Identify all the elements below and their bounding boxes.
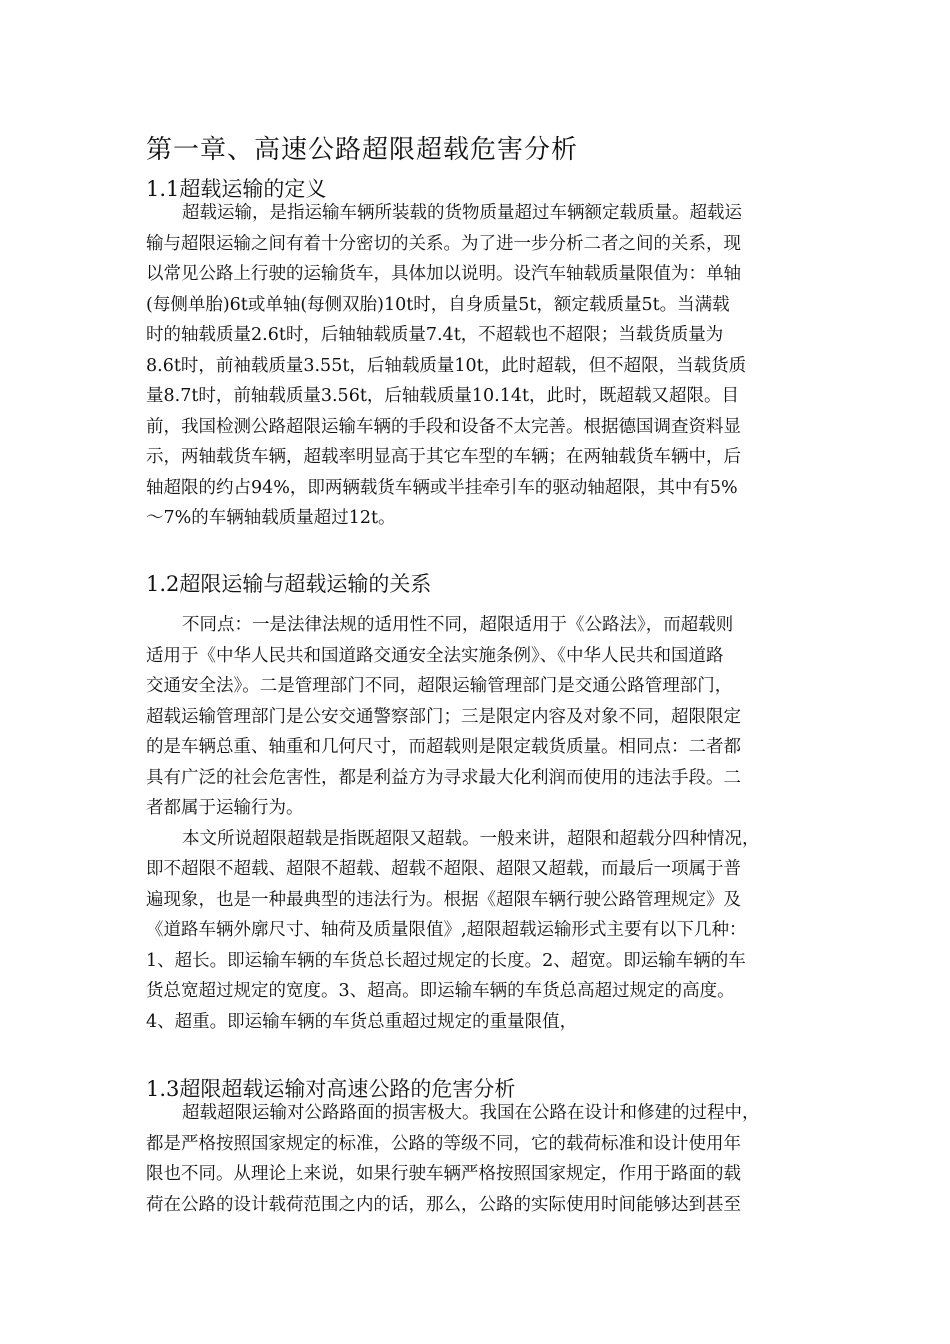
- section-body-1-1: [146, 198, 746, 534]
- text-line: 输与超限运输之间有着十分密切的关系。为了进一步分析二者之间的关系，现: [146, 233, 741, 254]
- text-line: 都是严格按照国家规定的标准，公路的等级不同，它的载荷标准和设计使用年: [146, 1133, 741, 1154]
- text-line: 货总宽超过规定的宽度。3、超高。即运输车辆的车货总高超过规定的高度。: [146, 981, 735, 1001]
- text-line: 量8.7t时，前轴载质量3.56t，后轴载质量10.14t，此时，既超载又超限。目: [146, 386, 739, 406]
- text-line: 荷在公路的设计载荷范围之内的话，那么，公路的实际使用时间能够达到甚至: [146, 1194, 741, 1215]
- section-heading-1-1: 1.1超载运输的定义: [146, 177, 327, 201]
- text-line: 4、超重。即运输车辆的车货总重超过规定的重量限值，: [146, 1011, 578, 1032]
- text-line: 适用于《中华人民共和国道路交通安全法实施条例》、《中华人民共和国道路: [146, 645, 724, 666]
- text-line: (每侧单胎)6t或单轴(每侧双胎)10t时，自身质量5t，额定载质量5t。当满载: [146, 294, 730, 315]
- text-line: 不同点：一是法律法规的适用性不同，超限适用于《公路法》，而超载则: [182, 615, 734, 635]
- text-line: 具有广泛的社会危害性，都是利益方为寻求最大化利润而使用的违法手段。二: [146, 767, 741, 788]
- section-body-1-2: [146, 610, 760, 1037]
- text-line: ～7%的车辆轴载质量超过12t。: [146, 508, 396, 528]
- section-body-1-3: [146, 1098, 760, 1220]
- text-line: 超载超限运输对公路路面的损害极大。我国在公路在设计和修建的过程中，: [182, 1103, 760, 1123]
- text-line: 遍现象，也是一种最典型的违法行为。根据《超限车辆行驶公路管理规定》及: [146, 889, 741, 910]
- section-heading-1-2: 1.2超限运输与超载运输的关系: [146, 572, 432, 596]
- text-line: 的是车辆总重、轴重和几何尺寸，而超载则是限定载货质量。相同点：二者都: [146, 737, 741, 757]
- text-line: 示，两轴载货车辆，超载率明显高于其它车型的车辆；在两轴载货车辆中，后: [146, 447, 741, 467]
- text-line: 本文所说超限超载是指既超限又超载。一般来讲，超限和超载分四种情况，: [182, 828, 760, 849]
- chapter-title: 第一章、高速公路超限超载危害分析: [146, 135, 579, 165]
- text-line: 超载运输管理部门是公安交通警察部门；三是限定内容及对象不同，超限限定: [146, 706, 741, 727]
- text-line: 时的轴载质量2.6t时，后轴轴载质量7.4t，不超载也不超限；当载货质量为: [146, 325, 724, 345]
- text-line: 前，我国检测公路超限运输车辆的手段和设备不太完善。根据德国调查资料显: [146, 416, 741, 437]
- text-line: 交通安全法》。二是管理部门不同，超限运输管理部门是交通公路管理部门，: [146, 676, 733, 696]
- text-line: 即不超限不超载、超限不超载、超载不超限、超限又超载，而最后一项属于普: [146, 859, 741, 879]
- text-line: 者都属于运输行为。: [146, 798, 304, 818]
- text-line: 以常见公路上行驶的运输货车，具体加以说明。设汽车轴载质量限值为：单轴: [146, 264, 741, 284]
- text-line: 1、超长。即运输车辆的车货总长超过规定的长度。2、超宽。即运输车辆的车: [146, 950, 746, 971]
- text-line: 《道路车辆外廓尺寸、轴荷及质量限值》,超限超载运输形式主要有以下几种：: [146, 920, 747, 940]
- text-line: 8.6t时，前袖载质量3.55t，后轴载质量10t，此时超载，但不超限，当载货质: [146, 355, 747, 376]
- text-line: 轴超限的约占94%，即两辆载货车辆或半挂牵引车的驱动轴超限，其中有5%: [146, 477, 738, 498]
- text-line: 限也不同。从理论上来说，如果行驶车辆严格按照国家规定，作用于路面的载: [146, 1164, 741, 1184]
- section-heading-1-3: 1.3超限超载运输对高速公路的危害分析: [146, 1077, 516, 1101]
- text-line: 超载运输，是指运输车辆所装载的货物质量超过车辆额定载质量。超载运: [182, 203, 742, 223]
